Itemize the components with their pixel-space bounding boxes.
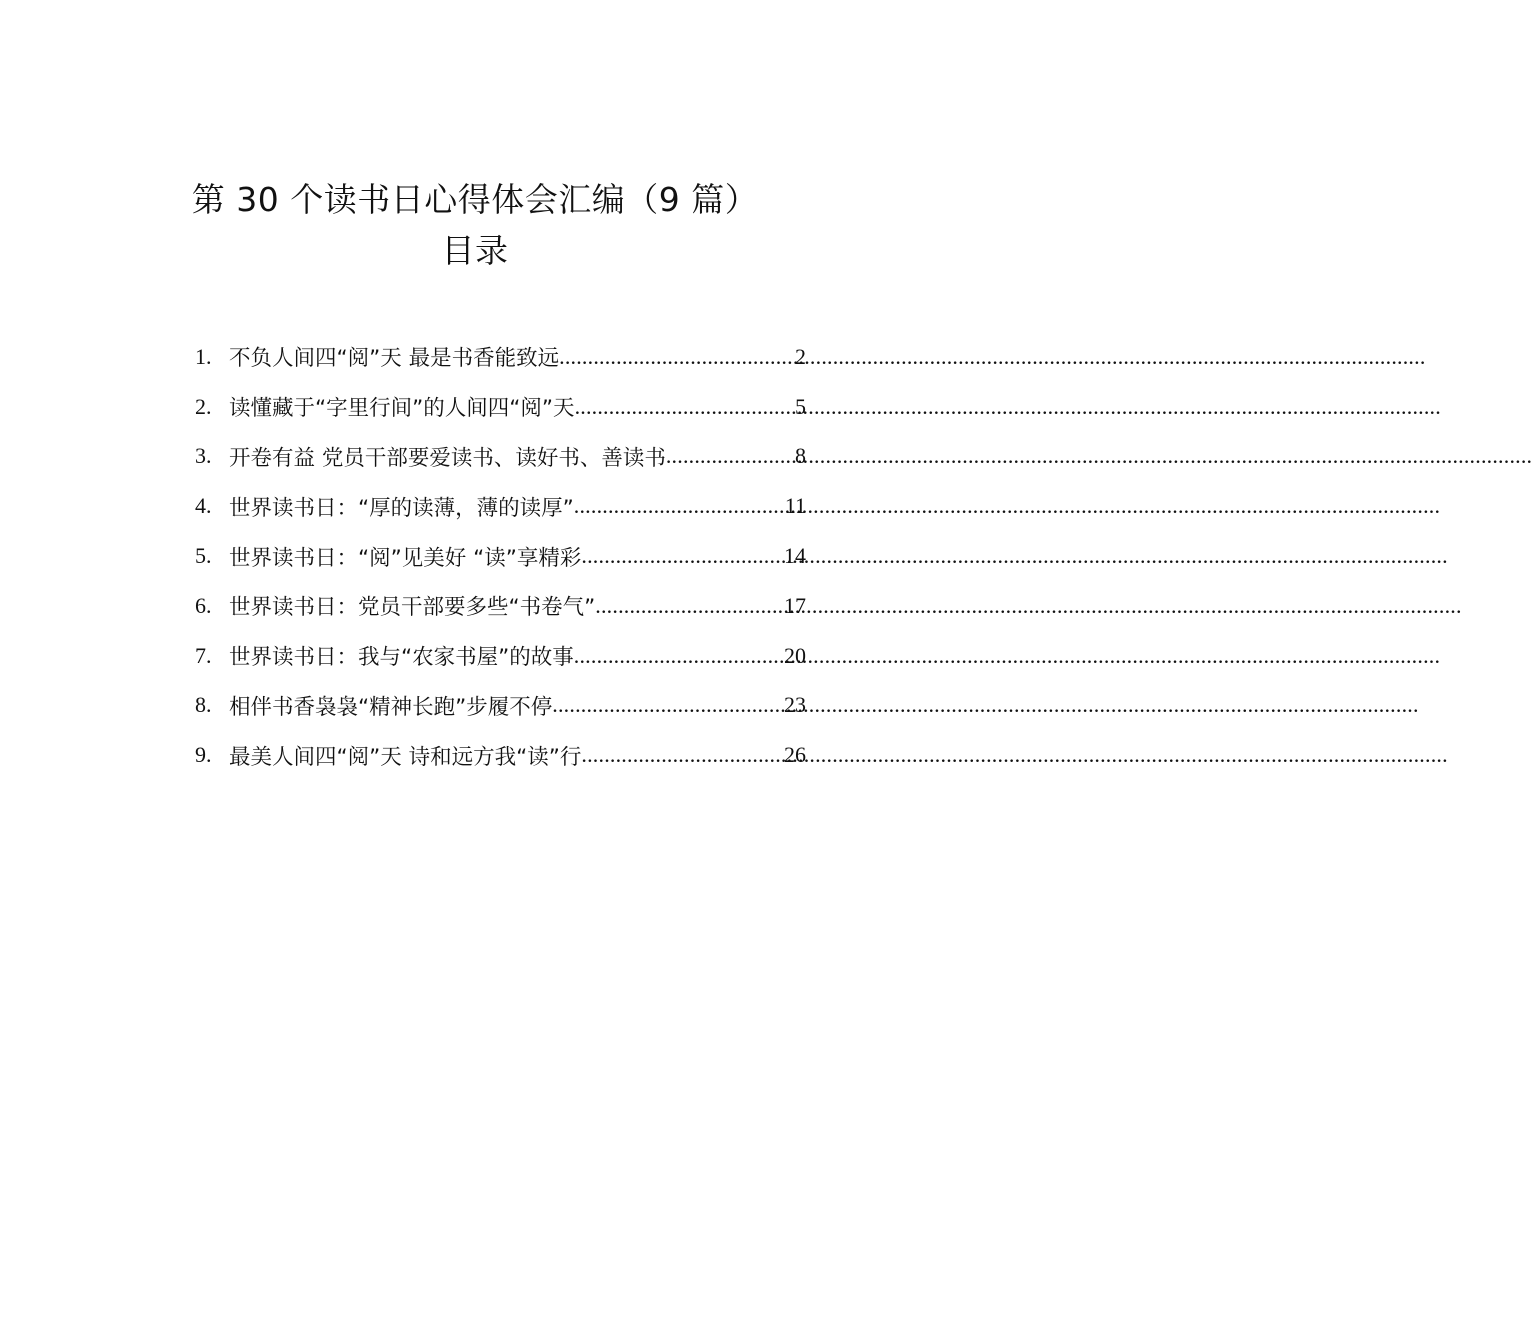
toc-entry[interactable] (195, 531, 806, 581)
toc-entry-number: 7. (195, 642, 212, 668)
toc-dot-leader (666, 443, 795, 469)
table-of-contents (195, 332, 806, 780)
toc-entry-title: 读懂藏于“字里行间”的人间四“阅”天 (229, 396, 575, 422)
toc-entry-page: 5 (795, 393, 806, 419)
toc-dot-leader (574, 493, 785, 519)
toc-entry-title: 开卷有益 党员干部要爱读书、读好书、善读书 (229, 445, 666, 471)
toc-entry-title: 相伴书香袅袅“精神长跑”步履不停 (229, 694, 553, 720)
toc-entry-title: 最美人间四“阅”天 诗和远方我“读”行 (229, 744, 582, 770)
toc-entry-title: 世界读书日：“阅”见美好 “读”享精彩 (229, 545, 582, 571)
toc-entry-title: 世界读书日：党员干部要多些“书卷气” (229, 595, 596, 621)
toc-dot-leader (581, 543, 784, 569)
toc-entry-page: 11 (784, 493, 806, 519)
toc-entry-page: 26 (784, 742, 806, 768)
toc-entry-number: 9. (195, 742, 212, 768)
toc-entry-number: 5. (195, 543, 212, 569)
toc-entry-page: 2 (795, 343, 806, 369)
toc-entry-number: 6. (195, 592, 212, 618)
toc-entry[interactable] (195, 631, 806, 681)
toc-heading: 目录 (441, 231, 509, 270)
toc-dot-leader (575, 394, 795, 420)
toc-entry-number: 8. (195, 692, 212, 718)
toc-entry-page: 17 (784, 592, 806, 618)
toc-entry-title: 世界读书日：我与“农家书屋”的故事 (229, 645, 574, 671)
toc-dot-leader (552, 692, 784, 718)
toc-entry-page: 8 (795, 443, 806, 469)
toc-entry[interactable] (195, 581, 806, 631)
toc-entry-title: 世界读书日：“厚的读薄，薄的读厚” (229, 495, 574, 521)
toc-entry-number: 4. (195, 493, 212, 519)
toc-dot-leader (595, 593, 784, 619)
toc-entry[interactable] (195, 432, 806, 482)
toc-entry[interactable] (195, 681, 806, 731)
toc-entry[interactable] (195, 332, 806, 382)
toc-entry[interactable] (195, 481, 806, 531)
toc-dot-leader (559, 344, 795, 370)
toc-entry-number: 3. (195, 443, 212, 469)
toc-entry-page: 20 (784, 642, 806, 668)
toc-entry[interactable] (195, 382, 806, 432)
toc-entry-page: 14 (784, 543, 806, 569)
document-title: 第 30 个读书日心得体会汇编（9 篇） (191, 180, 759, 219)
toc-entry-number: 2. (195, 393, 212, 419)
toc-entry-page: 23 (784, 692, 806, 718)
toc-entry-title: 不负人间四“阅”天 最是书香能致远 (229, 346, 560, 372)
toc-dot-leader (581, 742, 784, 768)
toc-entry-number: 1. (195, 343, 212, 369)
toc-entry[interactable] (195, 730, 806, 780)
toc-dot-leader (574, 643, 784, 669)
